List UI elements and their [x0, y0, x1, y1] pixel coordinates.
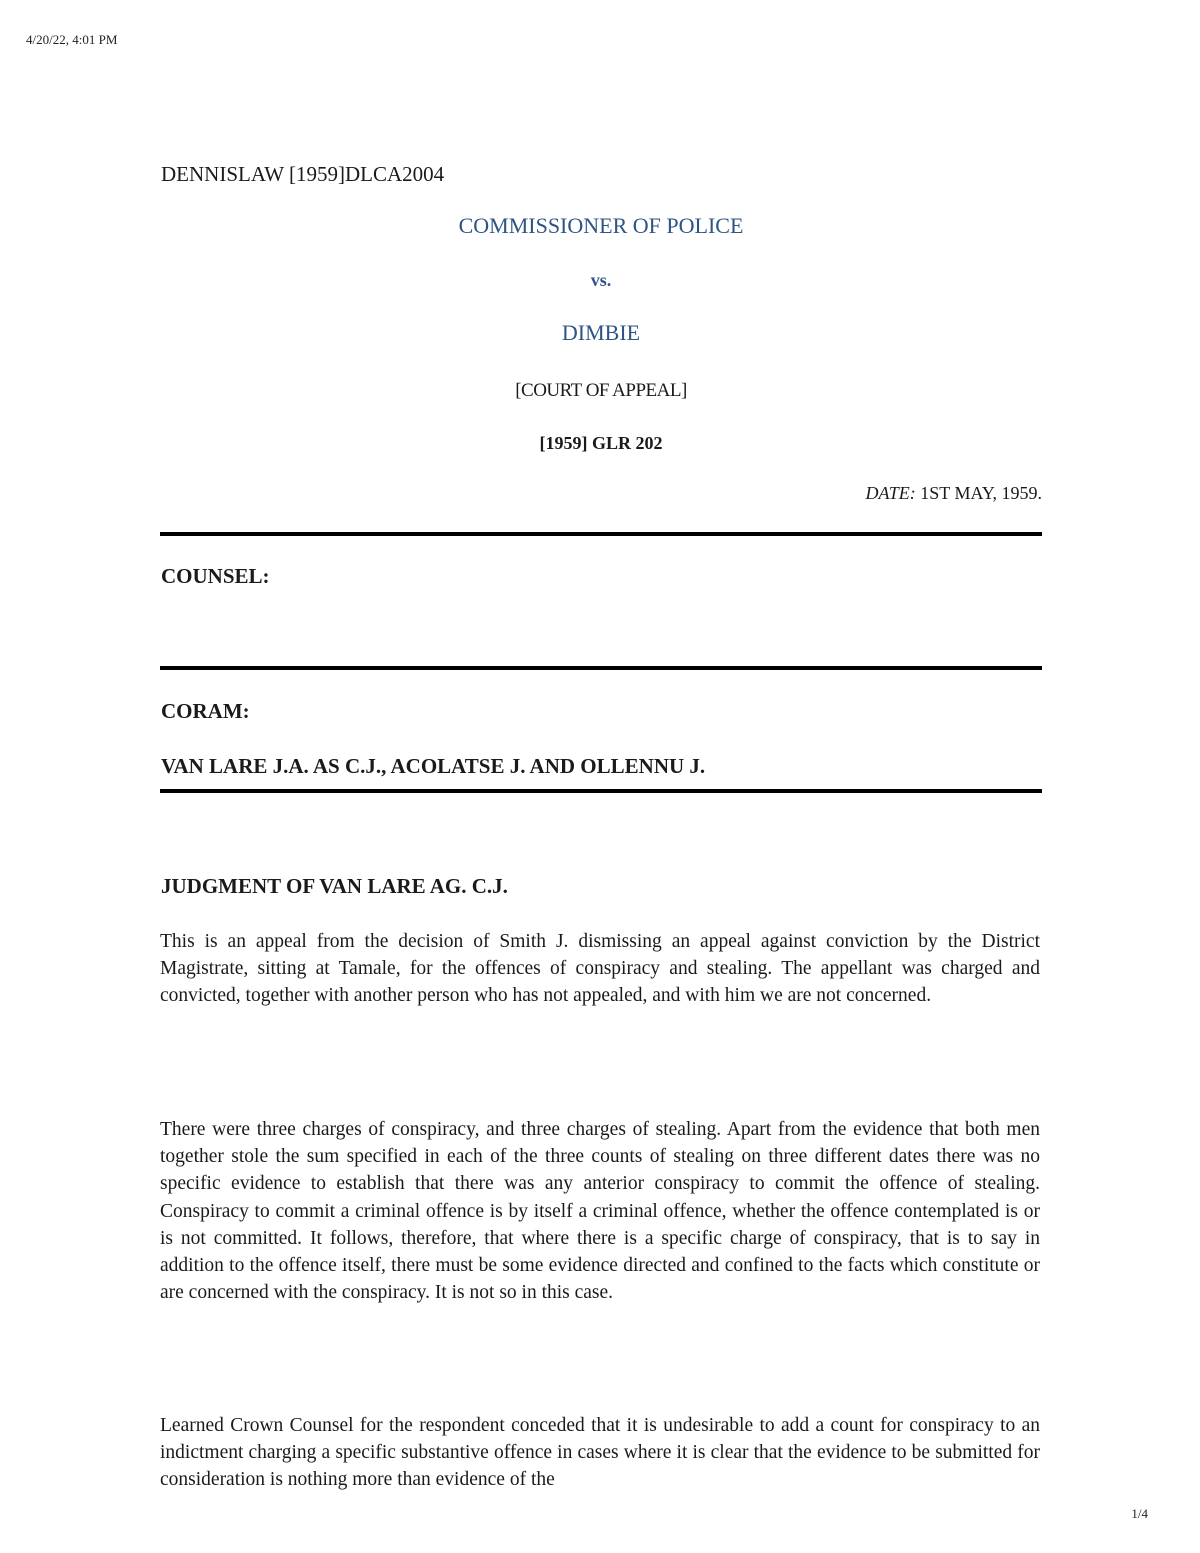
coram-heading: CORAM: — [161, 699, 250, 723]
judgment-date — [865, 483, 1042, 504]
judgment-paragraph: There were three charges of conspiracy, and three charges of stealing. Apart from the evidence that both men together stole the sum specified in each of the three counts of stealing on three different dates there was no specific evidence to establish that there was any anterior conspiracy to commit the offence of stealing. Conspiracy to commit a criminal offence is by itself a criminal offence, whether the offence contemplated is or is not committed. It follows, therefore, that where there is a specific charge of conspiracy, that is to say in addition to the offence itself, there must be some evidence directed and confined to the facts which constitute or are concerned with the conspiracy. It is not so in this case. — [160, 1119, 1040, 1304]
judgment-paragraph: Learned Crown Counsel for the respondent conceded that it is undesirable to add a count for conspiracy to an indictment charging a specific substantive offence in cases where it is clear that the evidence to be submitted for consideration is nothing more than evidence of the — [160, 1415, 1040, 1491]
case-citation: DENNISLAW [1959]DLCA2004 — [161, 162, 445, 186]
page-number: 1/4 — [1131, 1506, 1148, 1521]
judgment-heading: JUDGMENT OF VAN LARE AG. C.J. — [161, 874, 508, 898]
party-one: COMMISSIONER OF POLICE — [458, 213, 744, 238]
divider — [160, 789, 1042, 793]
date-label: DATE: — [865, 483, 916, 503]
versus-label: vs. — [590, 270, 612, 290]
date-value: 1ST MAY, 1959. — [915, 483, 1042, 503]
counsel-heading: COUNSEL: — [161, 564, 270, 588]
judges-list: VAN LARE J.A. AS C.J., ACOLATSE J. AND OLLENNU J. — [161, 754, 706, 778]
report-citation: [1959] GLR 202 — [539, 433, 663, 453]
judgment-paragraph: This is an appeal from the decision of Smith J. dismissing an appeal against conviction by the District Magistrate, sitting at Tamale, for the offences of conspiracy and stealing. The appellant was charged and convicted, together with another person who has not appealed, and with him we are not concerned. — [160, 931, 1040, 1007]
divider — [160, 666, 1042, 670]
divider — [160, 532, 1042, 536]
court-name: [COURT OF APPEAL] — [515, 380, 687, 401]
print-timestamp: 4/20/22, 4:01 PM — [26, 32, 118, 47]
party-two: DIMBIE — [561, 320, 641, 345]
